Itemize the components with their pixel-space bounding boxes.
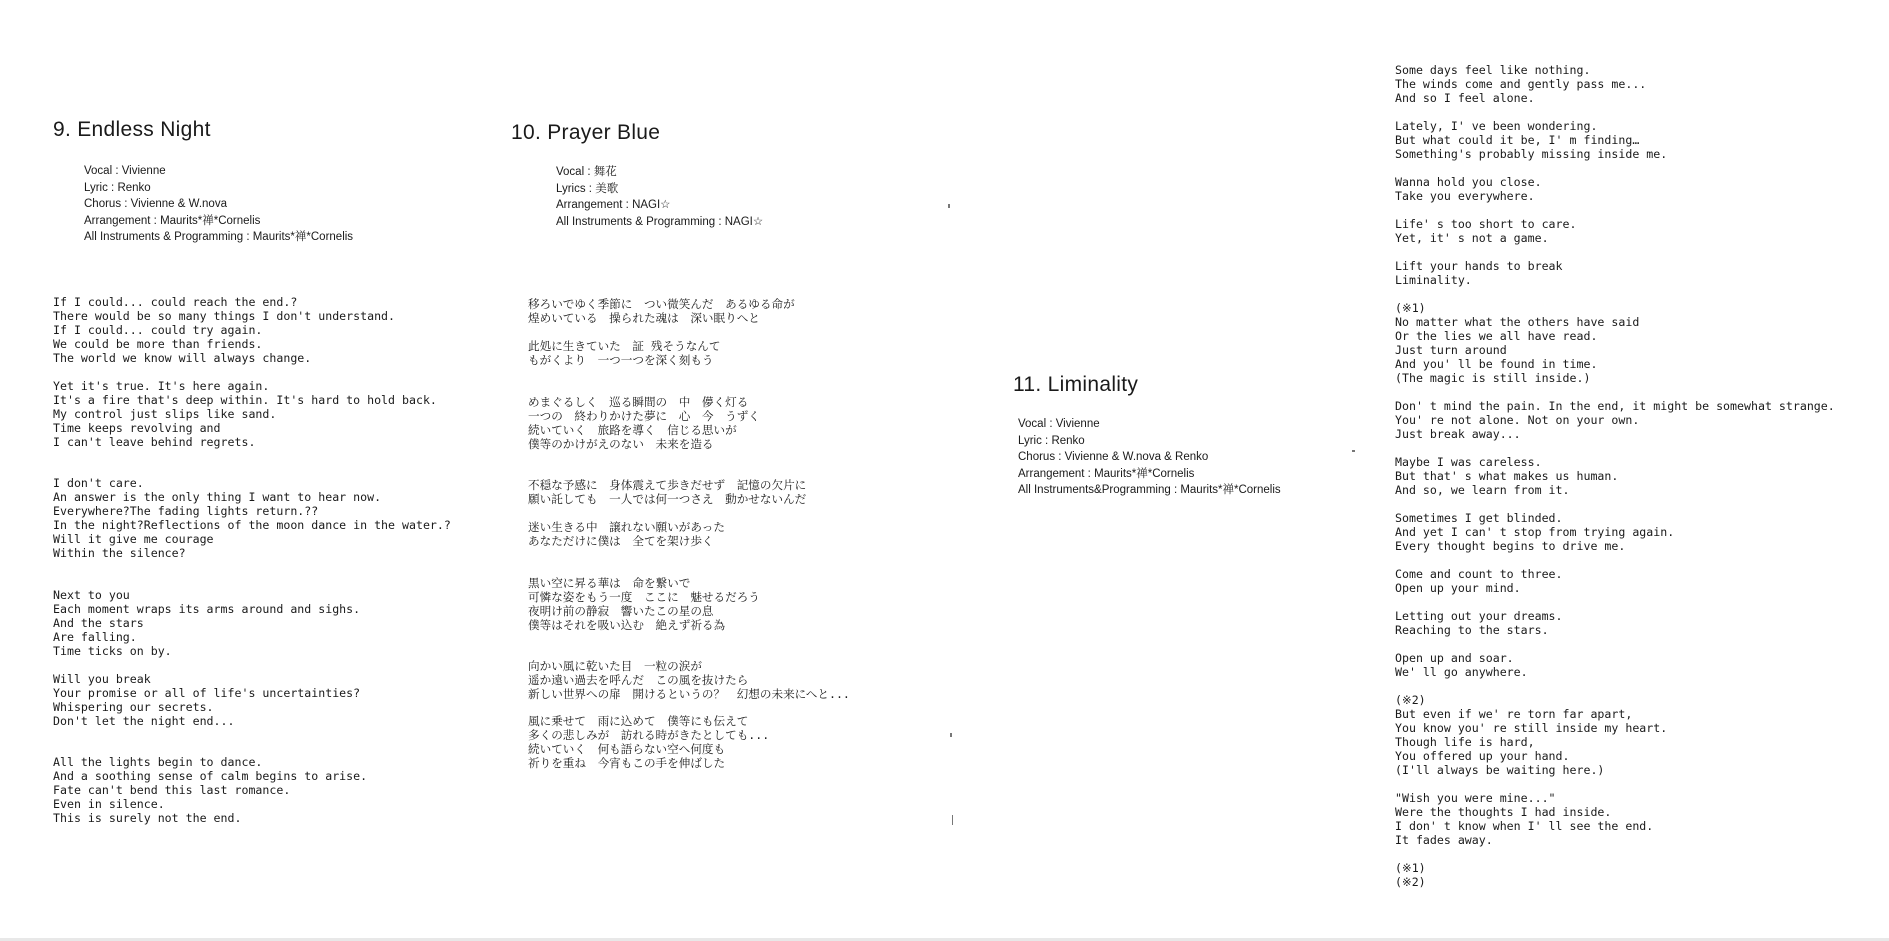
lyric-stanza: Lift your hands to break Liminality. bbox=[1395, 259, 1563, 287]
lyric-stanza: 移ろいでゆく季節に つい微笑んだ あるゆる命が 煌めいている 操られた魂は 深い眠りへと bbox=[528, 297, 795, 325]
lyric-stanza: Life' s too short to care. Yet, it' s not a game. bbox=[1395, 217, 1577, 245]
lyrics-endless-night bbox=[53, 295, 451, 825]
credits-liminality bbox=[1018, 416, 1281, 499]
scan-speck bbox=[950, 733, 952, 737]
credit-lyric: Lyrics : 美歌 bbox=[556, 182, 619, 195]
scan-speck bbox=[952, 815, 953, 825]
lyric-stanza: (※1) No matter what the others have said Or the lies we all have read. Just turn around And you' ll be found in time. (The magic is still inside.) bbox=[1395, 301, 1640, 385]
credit-vocal: Vocal : 舞花 bbox=[556, 166, 617, 178]
credit-vocal: Vocal : Vivienne bbox=[1018, 418, 1100, 430]
credit-lyric: Lyric : Renko bbox=[1018, 434, 1085, 447]
lyric-stanza: Yet it's true. It's here again. It's a fire that's deep within. It's hard to hold back. My control just slips like sand. Time keeps revolving and I can't leave behind regrets. bbox=[53, 379, 437, 449]
credit-lyric: Lyric : Renko bbox=[84, 181, 151, 194]
credit-arrangement: Arrangement : Maurits*禅*Cornelis bbox=[1018, 467, 1195, 480]
credit-instruments: All Instruments & Programming : Maurits*禅*Cornelis bbox=[84, 231, 354, 243]
credits-prayer-blue bbox=[556, 164, 763, 230]
song-title-prayer-blue: 10. Prayer Blue bbox=[511, 121, 661, 144]
lyric-stanza: (※1) (※2) bbox=[1395, 861, 1426, 889]
credits-endless-night bbox=[84, 163, 353, 246]
credit-instruments: All Instruments&Programming : Maurits*禅*Cornelis bbox=[1018, 484, 1281, 496]
lyric-stanza: If I could... could reach the end.? There would be so many things I don't understand. If I could... could try again. We could be more than friends. The world we know will always change. bbox=[53, 295, 396, 365]
credit-chorus: Chorus : Vivienne & W.nova & Renko bbox=[1018, 451, 1209, 463]
scan-speck bbox=[1352, 450, 1355, 452]
lyric-stanza: 此処に生きていた 証 残そうなんて もがくより 一つ一つを深く刻もう bbox=[528, 339, 721, 367]
lyric-stanza: Come and count to three. Open up your mind. bbox=[1395, 567, 1563, 595]
lyric-stanza: Some days feel like nothing. The winds come and gently pass me... And so I feel alone. bbox=[1395, 63, 1647, 105]
lyric-stanza: Wanna hold you close. Take you everywhere. bbox=[1395, 175, 1542, 203]
lyrics-prayer-blue bbox=[528, 297, 850, 770]
scan-speck bbox=[948, 204, 950, 208]
lyric-stanza: 迷い生きる中 譲れない願いがあった あなただけに僕は 全てを架け歩く bbox=[528, 520, 725, 548]
lyrics-liminality bbox=[1395, 63, 1835, 889]
lyric-stanza: 向かい風に乾いた目 一粒の涙が 遥か遠い過去を呼んだ この風を抜けたら 新しい世界への扉 開けるというの？ 幻想の未来にへと... bbox=[528, 659, 850, 701]
lyric-stanza: All the lights begin to dance. And a soothing sense of calm begins to arise. Fate can't bend this last romance. Even in silence. This is surely not the end. bbox=[53, 755, 368, 825]
lyric-stanza: (※2) But even if we' re torn far apart, You know you' re still inside my heart. Though life is hard, You offered up your hand. (I'll always be waiting here.) bbox=[1395, 693, 1668, 777]
lyric-stanza: Maybe I was careless. But that' s what makes us human. And so, we learn from it. bbox=[1395, 455, 1619, 497]
lyric-stanza: Open up and soar. We' ll go anywhere. bbox=[1395, 651, 1528, 679]
lyric-stanza: Will you break Your promise or all of life's uncertainties? Whispering our secrets. Don't let the night end... bbox=[53, 672, 361, 728]
lyric-stanza: めまぐるしく 巡る瞬間の 中 儚く灯る 一つの 終わりかけた夢に 心 今 うずく 続いていく 旅路を導く 信じる思いが 僕等のかけがえのない 未来を造る bbox=[528, 395, 760, 451]
song-title-endless-night: 9. Endless Night bbox=[53, 118, 211, 141]
credit-vocal: Vocal : Vivienne bbox=[84, 165, 166, 177]
lyric-stanza: 風に乗せて 雨に込めて 僕等にも伝えて 多くの悲しみが 訪れる時がきたとしても... 続いていく 何も語らない空へ何度も 祈りを重ね 今宵もこの手を伸ばした bbox=[528, 714, 770, 770]
lyric-stanza: Letting out your dreams. Reaching to the stars. bbox=[1395, 609, 1563, 637]
lyric-stanza: 不穏な予感に 身体震えて歩きだせず 記憶の欠片に 願い託しても 一人では何一つさえ 動かせないんだ bbox=[528, 478, 807, 506]
lyric-stanza: Sometimes I get blinded. And yet I can' t stop from trying again. Every thought begins to drive me. bbox=[1395, 511, 1675, 553]
song-title-liminality: 11. Liminality bbox=[1013, 373, 1139, 396]
lyric-stanza: "Wish you were mine..." Were the thoughts I had inside. I don' t know when I' ll see the end. It fades away. bbox=[1395, 791, 1654, 847]
lyric-stanza: I don't care. An answer is the only thing I want to hear now. Everywhere?The fading lights return.?? In the night?Reflections of the moon dance in the water.? Will it give me courage Within the silence? bbox=[53, 476, 451, 560]
credit-arrangement: Arrangement : Maurits*禅*Cornelis bbox=[84, 214, 261, 227]
credit-instruments: All Instruments & Programming : NAGI☆ bbox=[556, 215, 764, 228]
credit-arrangement: Arrangement : NAGI☆ bbox=[556, 199, 671, 211]
lyric-stanza: Lately, I' ve been wondering. But what could it be, I' m finding… Something's probably missing inside me. bbox=[1395, 119, 1668, 161]
lyric-stanza: Next to you Each moment wraps its arms around and sighs. And the stars Are falling. Time ticks on by. bbox=[53, 588, 361, 658]
lyric-stanza: Don' t mind the pain. In the end, it might be somewhat strange. You' re not alone. Not on your own. Just break away... bbox=[1395, 399, 1835, 441]
credit-chorus: Chorus : Vivienne & W.nova bbox=[84, 198, 227, 210]
lyric-stanza: 黒い空に昇る華は 命を繋いで 可憐な姿をもう一度 ここに 魅せるだろう 夜明け前の静寂 響いたこの星の息 僕等はそれを吸い込む 絶えず祈る為 bbox=[528, 576, 760, 632]
